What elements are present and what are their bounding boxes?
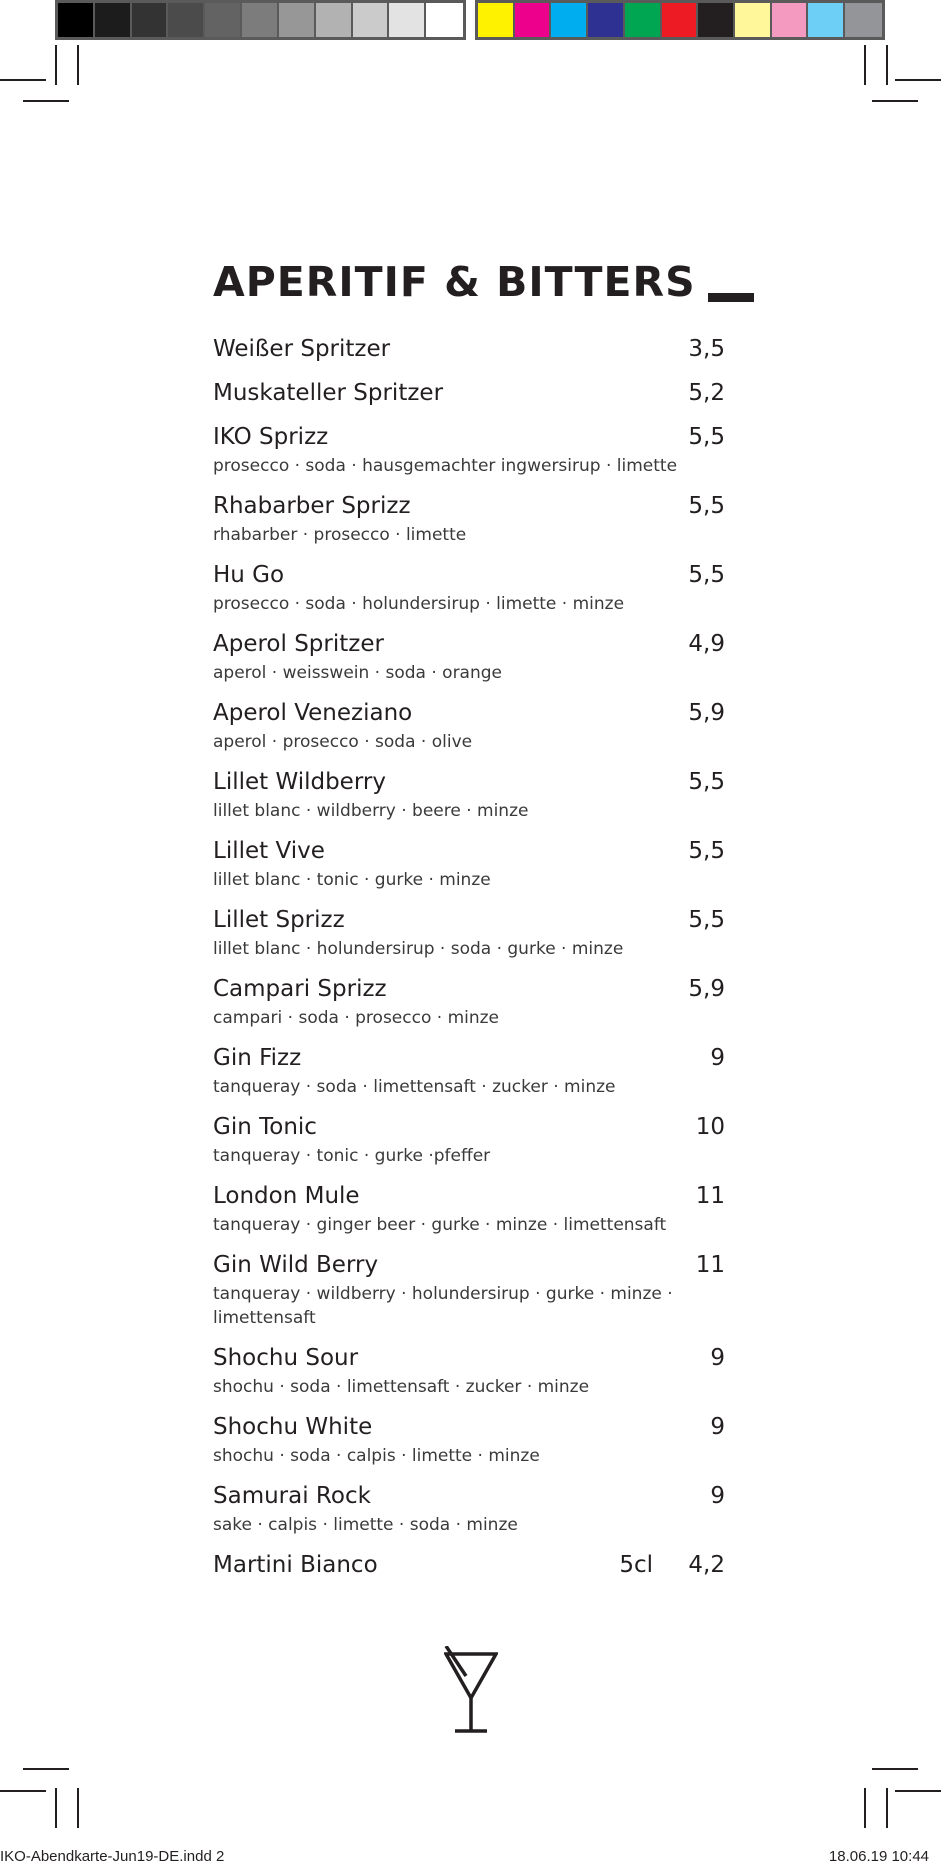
crop-mark bbox=[77, 45, 79, 85]
drink-menu-list bbox=[213, 334, 725, 1594]
drink-price: 11 bbox=[695, 1183, 725, 1209]
drink-name: Shochu Sour bbox=[213, 1345, 359, 1371]
menu-item-row bbox=[213, 629, 725, 660]
color-swatch bbox=[95, 3, 132, 37]
crop-mark bbox=[895, 79, 941, 81]
color-swatch bbox=[551, 3, 588, 37]
drink-ingredients: aperol · prosecco · soda · olive bbox=[213, 732, 473, 752]
drink-price: 5,5 bbox=[688, 493, 725, 519]
menu-item bbox=[213, 422, 725, 478]
menu-item-row bbox=[213, 698, 725, 729]
drink-ingredients: prosecco · soda · hausgemachter ingwersirup · limette bbox=[213, 456, 678, 476]
drink-price: 4,9 bbox=[688, 631, 725, 657]
color-swatch bbox=[353, 3, 390, 37]
menu-item bbox=[213, 905, 725, 961]
crop-mark bbox=[55, 1788, 57, 1828]
drink-size: 5cl bbox=[619, 1552, 653, 1578]
color-swatch bbox=[515, 3, 552, 37]
drink-price: 5,5 bbox=[688, 838, 725, 864]
drink-price: 10 bbox=[695, 1114, 725, 1140]
drink-price: 5,9 bbox=[688, 976, 725, 1002]
drink-price: 9 bbox=[710, 1483, 725, 1509]
drink-name: Lillet Vive bbox=[213, 838, 325, 864]
drink-name: Gin Wild Berry bbox=[213, 1252, 379, 1278]
drink-ingredients: rhabarber · prosecco · limette bbox=[213, 525, 467, 545]
color-swatch bbox=[205, 3, 242, 37]
crop-mark bbox=[872, 100, 918, 102]
menu-item bbox=[213, 1343, 725, 1399]
menu-item bbox=[213, 767, 725, 823]
menu-item-row bbox=[213, 1250, 725, 1281]
menu-item-row bbox=[213, 491, 725, 522]
menu-item-row bbox=[213, 334, 725, 365]
drink-price: 5,5 bbox=[688, 907, 725, 933]
menu-item bbox=[213, 560, 725, 616]
drink-ingredients: tanqueray · ginger beer · gurke · minze · limettensaft bbox=[213, 1215, 667, 1235]
crop-mark bbox=[55, 45, 57, 85]
color-swatch bbox=[662, 3, 699, 37]
drink-ingredients: prosecco · soda · holundersirup · limette · minze bbox=[213, 594, 625, 614]
menu-item-row bbox=[213, 1481, 725, 1512]
drink-name: Martini Bianco bbox=[213, 1552, 378, 1578]
drink-ingredients: sake · calpis · limette · soda · minze bbox=[213, 1515, 518, 1535]
crop-mark bbox=[0, 1790, 46, 1792]
crop-mark bbox=[864, 45, 866, 85]
crop-mark bbox=[895, 1790, 941, 1792]
menu-item-row bbox=[213, 1181, 725, 1212]
menu-item-row bbox=[213, 836, 725, 867]
martini-glass-icon bbox=[444, 1646, 498, 1738]
grayscale-calibration-bar bbox=[55, 0, 466, 40]
file-slug: IKO-Abendkarte-Jun19-DE.indd 2 bbox=[0, 1848, 225, 1865]
drink-name: Aperol Veneziano bbox=[213, 700, 413, 726]
color-swatch bbox=[242, 3, 279, 37]
color-swatch bbox=[735, 3, 772, 37]
color-swatch bbox=[845, 3, 882, 37]
crop-mark bbox=[23, 1768, 69, 1770]
color-swatch bbox=[808, 3, 845, 37]
drink-name: Weißer Spritzer bbox=[213, 336, 391, 362]
color-swatch bbox=[168, 3, 205, 37]
menu-item bbox=[213, 836, 725, 892]
menu-item bbox=[213, 1181, 725, 1237]
menu-item-row bbox=[213, 974, 725, 1005]
drink-ingredients: lillet blanc · tonic · gurke · minze bbox=[213, 870, 491, 890]
menu-item-row bbox=[213, 767, 725, 798]
color-swatch bbox=[58, 3, 95, 37]
color-swatch bbox=[389, 3, 426, 37]
drink-ingredients: shochu · soda · calpis · limette · minze bbox=[213, 1446, 540, 1466]
drink-name: Lillet Sprizz bbox=[213, 907, 345, 933]
drink-price: 9 bbox=[710, 1345, 725, 1371]
menu-item bbox=[213, 1250, 725, 1330]
crop-mark bbox=[872, 1768, 918, 1770]
drink-price: 5,5 bbox=[688, 562, 725, 588]
drink-ingredients: lillet blanc · wildberry · beere · minze bbox=[213, 801, 529, 821]
menu-item bbox=[213, 378, 725, 409]
title-rule bbox=[708, 293, 754, 302]
drink-name: Lillet Wildberry bbox=[213, 769, 386, 795]
section-header bbox=[213, 258, 754, 306]
drink-name: Gin Fizz bbox=[213, 1045, 302, 1071]
drink-ingredients: aperol · weisswein · soda · orange bbox=[213, 663, 502, 683]
drink-price: 11 bbox=[695, 1252, 725, 1278]
drink-ingredients: tanqueray · tonic · gurke ·pfeffer bbox=[213, 1146, 491, 1166]
drink-price: 5,2 bbox=[688, 380, 725, 406]
section-title: APERITIF & BITTERS bbox=[213, 258, 696, 306]
drink-ingredients: tanqueray · soda · limettensaft · zucker · minze bbox=[213, 1077, 616, 1097]
crop-mark bbox=[0, 79, 46, 81]
menu-item bbox=[213, 1481, 725, 1537]
color-swatch bbox=[132, 3, 169, 37]
menu-item bbox=[213, 334, 725, 365]
drink-price: 5,5 bbox=[688, 424, 725, 450]
drink-price: 9 bbox=[710, 1414, 725, 1440]
crop-mark bbox=[864, 1788, 866, 1828]
menu-item-row bbox=[213, 1112, 725, 1143]
drink-price: 5,5 bbox=[688, 769, 725, 795]
color-swatch bbox=[772, 3, 809, 37]
drink-name: Campari Sprizz bbox=[213, 976, 387, 1002]
drink-name: Samurai Rock bbox=[213, 1483, 371, 1509]
crop-mark bbox=[23, 100, 69, 102]
menu-item-row bbox=[213, 378, 725, 409]
drink-price: 9 bbox=[710, 1045, 725, 1071]
menu-item bbox=[213, 974, 725, 1030]
color-swatch bbox=[698, 3, 735, 37]
menu-item bbox=[213, 491, 725, 547]
menu-item-row bbox=[213, 422, 725, 453]
menu-item bbox=[213, 1043, 725, 1099]
drink-name: Aperol Spritzer bbox=[213, 631, 384, 657]
color-swatch bbox=[625, 3, 662, 37]
drink-ingredients: tanqueray · wildberry · holundersirup · gurke · minze · limettensaft bbox=[213, 1284, 673, 1328]
color-swatch bbox=[279, 3, 316, 37]
drink-price: 4,2 bbox=[688, 1552, 725, 1578]
crop-mark bbox=[886, 1788, 888, 1828]
drink-name: Gin Tonic bbox=[213, 1114, 317, 1140]
menu-item bbox=[213, 1550, 725, 1581]
drink-name: Muskateller Spritzer bbox=[213, 380, 444, 406]
drink-ingredients: shochu · soda · limettensaft · zucker · minze bbox=[213, 1377, 590, 1397]
drink-name: Shochu White bbox=[213, 1414, 373, 1440]
menu-item-row bbox=[213, 1550, 725, 1581]
menu-item bbox=[213, 1412, 725, 1468]
color-calibration-bar bbox=[475, 0, 885, 40]
color-swatch bbox=[588, 3, 625, 37]
drink-name: Rhabarber Sprizz bbox=[213, 493, 411, 519]
crop-mark bbox=[886, 45, 888, 85]
print-timestamp: 18.06.19 10:44 bbox=[828, 1848, 929, 1865]
crop-mark bbox=[77, 1788, 79, 1828]
menu-item bbox=[213, 629, 725, 685]
menu-item-row bbox=[213, 905, 725, 936]
menu-item bbox=[213, 698, 725, 754]
color-swatch bbox=[426, 3, 463, 37]
menu-item-row bbox=[213, 1043, 725, 1074]
drink-price: 3,5 bbox=[688, 336, 725, 362]
drink-ingredients: lillet blanc · holundersirup · soda · gurke · minze bbox=[213, 939, 624, 959]
color-swatch bbox=[478, 3, 515, 37]
color-swatch bbox=[316, 3, 353, 37]
drink-name: IKO Sprizz bbox=[213, 424, 329, 450]
menu-item-row bbox=[213, 560, 725, 591]
menu-item-row bbox=[213, 1343, 725, 1374]
drink-ingredients: campari · soda · prosecco · minze bbox=[213, 1008, 500, 1028]
drink-name: London Mule bbox=[213, 1183, 360, 1209]
menu-item bbox=[213, 1112, 725, 1168]
drink-price: 5,9 bbox=[688, 700, 725, 726]
menu-item-row bbox=[213, 1412, 725, 1443]
drink-name: Hu Go bbox=[213, 562, 285, 588]
